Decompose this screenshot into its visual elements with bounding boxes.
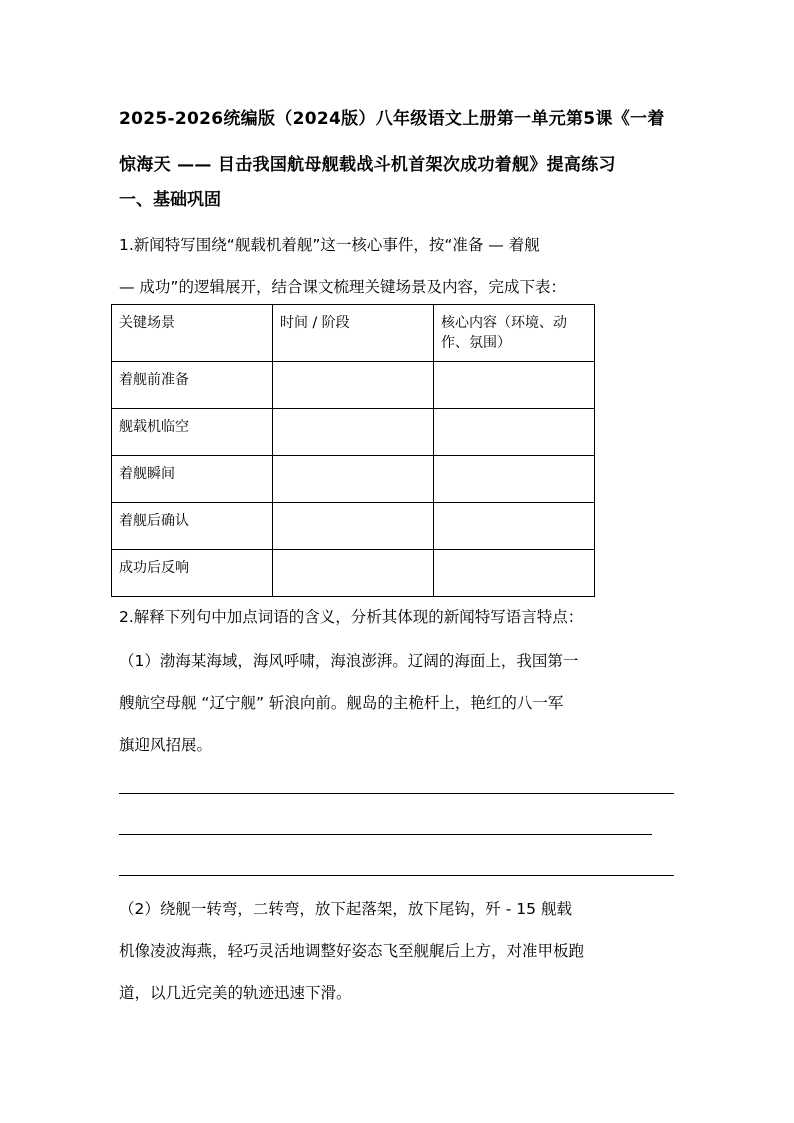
title-line-1: 2025-2026统编版（2024版）八年级语文上册第一单元第5课《一着 xyxy=(119,109,665,129)
passage-2-line-3: 道，以几近完美的轨迹迅速下滑。 xyxy=(119,984,352,1002)
table-cell-time[interactable] xyxy=(273,362,434,409)
passage-2 xyxy=(119,888,677,1014)
passage-2-line-1: （2）绕舰一转弯，二转弯，放下起落架，放下尾钩，歼 - 15 舰载 xyxy=(119,900,572,918)
table-cell-content[interactable] xyxy=(434,550,595,597)
passage-1 xyxy=(119,640,677,766)
table-header-content-line-1: 核心内容（环境、动 xyxy=(441,315,567,331)
table-row xyxy=(112,550,595,597)
table-cell-scene: 着舰瞬间 xyxy=(112,456,273,503)
table-cell-scene: 舰载机临空 xyxy=(112,409,273,456)
table-header-time: 时间 / 阶段 xyxy=(273,305,434,362)
table-row xyxy=(112,362,595,409)
question-2: 2.解释下列句中加点词语的含义，分析其体现的新闻特写语言特点： xyxy=(119,608,584,626)
table-cell-content[interactable] xyxy=(434,503,595,550)
question-1-line-2: — 成功”的逻辑展开，结合课文梳理关键场景及内容，完成下表： xyxy=(119,278,566,296)
passage-1-line-3: 旗迎风招展。 xyxy=(119,736,213,754)
table-header-content-line-2: 作、氛围） xyxy=(441,335,511,351)
table-header-scene: 关键场景 xyxy=(112,305,273,362)
table-row xyxy=(112,456,595,503)
section-heading: 一、基础巩固 xyxy=(119,190,221,210)
table-cell-content[interactable] xyxy=(434,456,595,503)
question-1 xyxy=(119,224,679,308)
table-cell-scene: 成功后反响 xyxy=(112,550,273,597)
page-title xyxy=(119,96,679,188)
question-1-line-1: 1.新闻特写围绕“舰载机着舰”这一核心事件，按“准备 — 着舰 xyxy=(119,236,540,254)
scene-table xyxy=(111,304,595,597)
table-cell-time[interactable] xyxy=(273,503,434,550)
table-header-content xyxy=(434,305,595,362)
title-line-2: 惊海天 —— 目击我国航母舰载战斗机首架次成功着舰》提高练习 xyxy=(119,155,616,175)
passage-1-line-1: （1）渤海某海域，海风呼啸，海浪澎湃。辽阔的海面上，我国第一 xyxy=(119,652,579,670)
table-cell-time[interactable] xyxy=(273,409,434,456)
table-cell-scene: 着舰后确认 xyxy=(112,503,273,550)
passage-2-line-2: 机像凌波海燕，轻巧灵活地调整好姿态飞至舰艉后上方，对准甲板跑 xyxy=(119,942,585,960)
answer-line[interactable] xyxy=(119,834,652,835)
table-header-row xyxy=(112,305,595,362)
table-cell-scene: 着舰前准备 xyxy=(112,362,273,409)
answer-line[interactable] xyxy=(119,793,674,794)
passage-1-line-2: 艘航空母舰 “辽宁舰” 斩浪向前。舰岛的主桅杆上，艳红的八一军 xyxy=(119,694,564,712)
answer-line[interactable] xyxy=(119,875,674,876)
table-row xyxy=(112,503,595,550)
table-cell-content[interactable] xyxy=(434,409,595,456)
table-cell-content[interactable] xyxy=(434,362,595,409)
table-cell-time[interactable] xyxy=(273,456,434,503)
table-row xyxy=(112,409,595,456)
table-cell-time[interactable] xyxy=(273,550,434,597)
